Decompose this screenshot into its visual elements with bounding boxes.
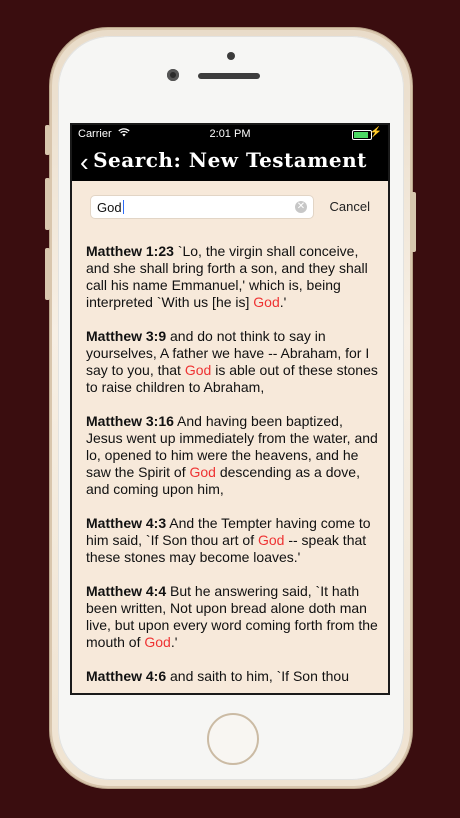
- verse-reference: Matthew 4:6: [86, 668, 167, 684]
- verse-reference: Matthew 1:23: [86, 243, 174, 259]
- match-highlight: God: [144, 634, 171, 650]
- verse-reference: Matthew 4:4: [86, 583, 167, 599]
- result-item[interactable]: [86, 668, 380, 685]
- verse-text-end: .': [279, 294, 287, 310]
- verse-text: and saith to him, `If Son thou: [170, 668, 350, 684]
- mute-switch: [45, 125, 50, 155]
- carrier-label: Carrier: [78, 128, 112, 140]
- verse-text-end: .': [170, 634, 178, 650]
- power-button: [411, 192, 416, 252]
- verse-text: `Lo, the virgin shall conceive, and she shall bring forth a son, and they shall call his name Emmanuel,' which is, being interpreted `With us [he is]: [86, 243, 368, 310]
- verse-text: And the Tempter having come to him said, `If Son thou art of: [86, 515, 371, 548]
- result-item[interactable]: [86, 583, 380, 651]
- search-value: God: [97, 200, 122, 215]
- verse-text: and do not think to say in yourselves, A father we have -- Abraham, for I say to you, that: [86, 328, 370, 378]
- cancel-button[interactable]: Cancel: [329, 199, 370, 214]
- result-item[interactable]: [86, 243, 380, 311]
- result-item[interactable]: [86, 328, 380, 396]
- verse-text: And having been baptized, Jesus went up immediately from the water, and lo, opened to him were the heavens, and he saw the Spirit of: [86, 413, 378, 480]
- search-row: [72, 181, 388, 233]
- verse-text-end: descending as a dove, and coming upon him,: [86, 464, 360, 497]
- match-highlight: God: [184, 362, 212, 378]
- match-highlight: God: [253, 294, 280, 310]
- app-screen: [70, 123, 390, 695]
- status-bar: [72, 125, 388, 143]
- status-time: 2:01 PM: [209, 128, 251, 140]
- front-camera: [167, 69, 179, 81]
- earpiece-speaker: [198, 73, 260, 79]
- charging-bolt-icon: ⚡: [369, 127, 382, 138]
- verse-text-end: is able out of these stones to raise children to Abraham,: [86, 362, 378, 395]
- verse-reference: Matthew 4:3: [86, 515, 167, 531]
- verse-reference: Matthew 3:16: [86, 413, 174, 429]
- match-highlight: God: [189, 464, 216, 480]
- verse-reference: Matthew 3:9: [86, 328, 167, 344]
- search-results-list: [86, 243, 380, 695]
- match-highlight: God: [257, 532, 285, 548]
- result-item[interactable]: [86, 413, 380, 498]
- navigation-bar: [72, 143, 388, 181]
- volume-down-button: [45, 248, 50, 300]
- back-button[interactable]: ‹: [80, 147, 89, 177]
- volume-up-button: [45, 178, 50, 230]
- verse-text: But he answering said, `It hath been written, Not upon bread alone doth man live, but upon every word coming forth from the mouth of: [86, 583, 378, 650]
- search-input[interactable]: [90, 195, 314, 219]
- text-caret: [123, 200, 124, 214]
- page-title: Search: New Testament: [93, 148, 367, 172]
- result-item[interactable]: [86, 515, 380, 566]
- front-sensor: [227, 52, 235, 60]
- clear-search-icon[interactable]: ✕: [296, 201, 306, 212]
- verse-text-end: -- speak that these stones may become loaves.': [86, 532, 367, 565]
- home-button[interactable]: [207, 713, 259, 765]
